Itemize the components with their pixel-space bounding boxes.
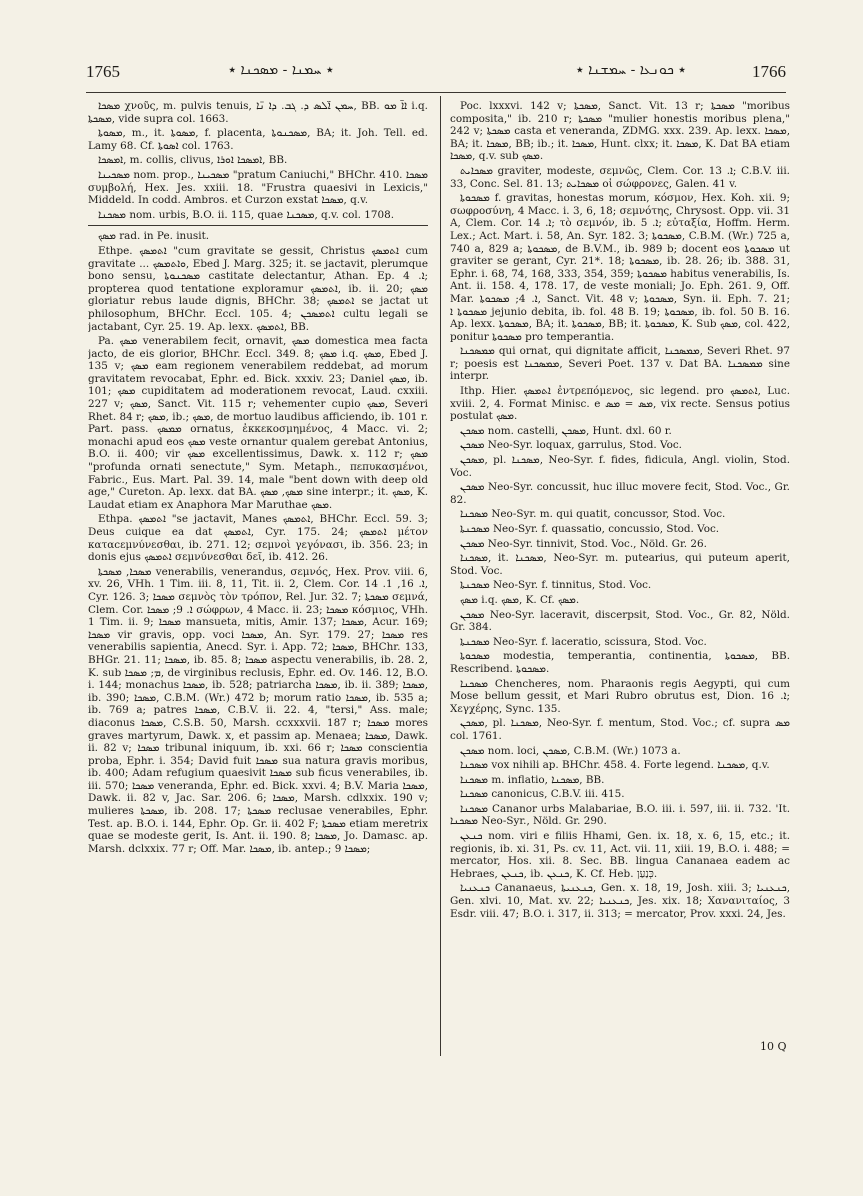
dictionary-entry: ܡܣܟܘܬܐ modestia, temperantia, continentia, ܡܣܟܘܬܐ, BB. Rescribend. ܡܣܟܘܬܐ. bbox=[450, 650, 790, 675]
page-number-left: 1765 bbox=[86, 62, 120, 81]
column-divider bbox=[440, 96, 441, 1056]
dictionary-entry: ܡܣܟܢܬܐ Neo-Syr. f. laceratio, scissura, Stod. Voc. bbox=[460, 635, 707, 648]
dictionary-entry: ܡܣܟܢܐ Chencheres, nom. Pharaonis regis Aegypti, qui cum Mose bellum gessit, et Mari Rubro obrutus est, Dion. ܐ. 16; Χεγχέρης, Sync. 135. bbox=[450, 677, 790, 715]
dictionary-entry: ܡܣܟܢܐ nom. urbis, B.O. ii. 115, quae ܡܣܟܢܐ, q.v. col. 1708. bbox=[98, 208, 395, 221]
dictionary-entry: Ethpa. ܐܬܡܣܟ "se jactavit, Manes ܐܬܡܣܟ, BHChr. Eccl. 59. 3; Deus cuique ea dat ܐܬܡܣܟ, Cyr. 175. 24; ܐܬܡܣܟ μέτον καταcεμνύνεσθαι, ib. 271. 12; σεμνοὶ γεγόνασι, ib. 356. 23; in donis ejus ܐܬܡܣܟ σεμνύνεσθαι δεῖ, ib. 412. 26. bbox=[88, 513, 428, 564]
page-header bbox=[86, 52, 786, 86]
dictionary-entry: ܡܣܟܢ Neo-Syr. concussit, huc illuc movere fecit, Stod. Voc., Gr. 82. bbox=[450, 481, 790, 506]
dictionary-entry: ܡܣܟܢܐ Cananor urbs Malabariae, B.O. iii. i. 597, iii. ii. 732. 'It. ܡܣܟܢܐ Neo-Syr., Nöld. Gr. 290. bbox=[450, 802, 790, 828]
dictionary-entry: ܡܣܟܢ Neo-Syr. tinnivit, Stod. Voc., Nöld. Gr. 26. bbox=[460, 537, 707, 550]
dictionary-entry: ܡܣܟܐ, ܡܣܟܬܐ venerabilis, venerandus, σεμνός, Hex. Prov. viii. 6, xv. 26, VHh. 1 Tim. iii. 8, 11, Tit. ii. 2, Clem. Cor. ܐ. 16, 1. 14, Cyr. 126. 3; ܡܣܟܐ σεμνὸς τὸν τρόπον, Rel. Jur. 32. 7; ܡܣܟܬܐ σεμνά, Clem. Cor. ܐ. 9; ܡܣܟܐ σώφρων, 4 Macc. ii. 23; ܡܣܟܐ κόσμιος, VHh. 1 Tim. ii. 9; ܡܣܟܐ mansueta, mitis, Amir. 137; ܡܣܟܐ, Acur. 169; ܡܣܟܐ vir gravis, opp. voci ܡܣܟܐ, An. Syr. 179. 27; ܡܣܟܐ res venerabilis sapientia, Anecd. Syr. i. App. 72; ܡܣܟܐ, BHChr. 133, BHGr. 21. 11; ܡܣܟܐ, ib. 85. 8; ܡܣܟܐ aspectu venerabilis, ib. 28. 2, K. sub ܡ; ܡܣܟܐ, de virginibus reclusis, Ephr. ed. Ov. 146. 12, B.O. i. 144; monachus ܡܣܟܐ, ib. 528; patriarcha ܡܣܟܐ, ib. ii. 389; ܡܣܟܐ, ib. 390; ܡܣܟܐ, C.B.M. (Wr.) 472 b; morum ratio ܡܣܟܐ, ib. 535 a; ib. 769 a; patres ܡܣܟܐ, C.B.V. ii. 22. 4, "tersi," Ass. male; diaconus ܡܣܟܐ, C.S.B. 50, Marsh. ccxxxvii. 187 r; ܡܣܟܐ mores graves martyrum, Dawk. x, et passim ap. Menaea; ܡܣܟܐ, Dawk. ii. 82 v; ܡܣܟܐ tribunal iniquum, ib. xxi. 66 r; ܡܣܟܐ conscientia proba, Ephr. i. 354; David fuit ܡܣܟܐ sua natura gravis moribus, ib. 400; Adam refugium quaesivit ܡܣܟܐ sub ficus venerabiles, ib. iii. 570; ܡܣܟܐ veneranda, Ephr. ed. Bick. xxvi. 4; B.V. Maria ܡܣܟܐ, Dawk. ii. 82 v, Jac. Sar. 206. 6; ܡܣܟܐ, Marsh. cdlxxix. 190 v; mulieres ܡܣܟܬܐ, ib. 208. 17; ܡܣܟܬܐ reclusae venerabiles, Ephr. Test. ap. B.O. i. 144, Ephr. Op. Gr. ii. 402 F; ܡܣܟܬܐ etiam meretrix quae se modeste gerit, Is. Ant. ii. 190. 8; ܡܣܟܐ, Jo. Damasc. ap. Marsh. dclxxix. 77 r; Off. Mar. ܡܣܟܐ, ib. antep.; ܡܣܟܐ 9; bbox=[88, 565, 428, 855]
left-column bbox=[88, 100, 428, 1060]
dictionary-entry: ܡܣܟܐܝܬ graviter, modeste, σεμνῶς, Clem. Cor. ܐ. 13; C.B.V. iii. 33, Conc. Sel. 81. 13; ܡܣܟܐܝܬ οἱ σώφρονες, Galen. 41 v. bbox=[450, 164, 790, 190]
dictionary-entry: ܡܣܟ rad. in Pe. inusit. bbox=[88, 225, 428, 243]
dictionary-entry: ܟܢܥܢܝܐ Cananaeus, ܟܢܥܢܝܬܐ, Gen. x. 18, 19, Josh. xiii. 3; ܟܢܥܢܝܐ, Gen. xlvi. 10, Mat. xv. 22; ܟܢܥܢܝܐ, Jes. xix. 18; Χανανιταίος, 3 Esdr. viii. 47; B.O. i. 317, ii. 313; = mercator, Prov. xxxi. 24, Jes. bbox=[450, 882, 790, 920]
header-rule bbox=[86, 92, 786, 93]
dictionary-entry: ܡܣܟܢܐ vox nihili ap. BHChr. 458. 4. Forte legend. ܡܣܟܢܐ, q.v. bbox=[460, 759, 770, 772]
dictionary-entry: Ethpe. ܐܬܡܣܟ "cum gravitate se gessit, Christus ܐܬܡܣܟ cum gravitate ... ܘܐܬܡܣܟ, Ebed J. Marg. 325; it. se jactavit, plerumque bono sensu, ܡܣܟܢܘܬܐ castitate delectantur, Athan. Ep. ܐ. 4; propterea quod tentatione exploramur ܐܬܡܣܟ, ib. ii. 20; ܡܣܟ gloriatur rebus laude dignis, BHChr. 38; ܐܬܡܣܟ se jactat ut philosophum, BHChr. Eccl. 105. 4; ܐܬܡܣܟܢ cultu legali se jactabant, Cyr. 25. 19. Ap. lexx. ܐܬܡܣܟ, BB. bbox=[88, 244, 428, 333]
dictionary-entry: ܡܣܟܝܢܐ nom. prop., ܡܣܟܝܢܐ "pratum Caniuchi," BHChr. 410. ܡܣܟܐ συμβολή, Hex. Jes. xxiii. 18. "Frustra quaesivi in Lexicis," Middeld. In codd. Ambros. et Curzon exstat ܡܣܟܐ, q.v. bbox=[88, 168, 428, 207]
running-head-left: ٭ ܚܡܢܐ - ܡܣܟܢܐ ٭ bbox=[228, 62, 334, 78]
dictionary-entry: ܡܣܟܢܐ, it. ܡܣܟܢܐ, Neo-Syr. m. putearius, qui puteum aperit, Stod. Voc. bbox=[450, 552, 790, 577]
dictionary-entry: ܡܣܟܢܬܐ Neo-Syr. f. quassatio, concussio, Stod. Voc. bbox=[460, 523, 720, 535]
dictionary-entry: ܡܡܣܟܢܐ qui ornat, qui dignitate afficit, ܡܡܣܟܢܐ, Severi Rhet. 97 r; poesis est ܡܡܣܟܢܐ, Severi Poet. 137 v. Dat BA. ܡܡܣܟܢܐ sine interpr. bbox=[450, 345, 790, 383]
dictionary-entry: ܡܣܟܢ, pl. ܡܣܟܢܐ, Neo-Syr. f. fides, fidicula, Angl. violin, Stod. Voc. bbox=[450, 454, 790, 479]
dictionary-entry: ܡܣܘܬܐ, m., it. ܡܣܘܬܐ, f. placenta, ܡܣܟܢܘܬܐ, BA; it. Joh. Tell. ed. Lamy 68. Cf. ܐܣܘܬܐ col. 1763. bbox=[88, 127, 428, 152]
signature-mark: 10 Q bbox=[760, 1040, 787, 1053]
dictionary-entry: ܡܣܟܢ, pl. ܡܣܟܢܐ, Neo-Syr. f. mentum, Stod. Voc.; cf. supra ܡܣ col. 1761. bbox=[450, 717, 790, 742]
dictionary-entry: ܡܣܟܢܐ m. inflatio, ܡܣܟܢܐ, BB. bbox=[460, 773, 605, 786]
dictionary-entry: Pa. ܡܣܟ venerabilem fecit, ornavit, ܡܣܟ domestica mea facta jacto, de eis glorior, BHChr. Eccl. 349. 8; ܡܣܟ i.q. ܡܣܟ, Ebed J. 135 v; ܡܣܟ eam regionem venerabilem reddebat, ad morum gravitatem revocabat, Ephr. ed. Bick. xxxiv. 23; Daniel ܡܣܟ, ib. 101; ܡܣܟ cupiditatem ad moderationem revocat, Laud. cxxiii. 227 v; ܡܣܟ, Sanct. Vit. 115 r; vehementer cupio ܡܣܟ, Severi Rhet. 84 r; ܡܣܟ, ib.; ܡܣܟ, de mortuo laudibus afficiendo, ib. 101 r. Part. pass. ܡܡܣܟ ornatus, ἐκκεκοσμημένος, 4 Macc. vi. 2; monachi apud eos ܡܣܟ veste ornantur qualem gerebat Antonius, B.O. ii. 400; vir ܡܣܟ excellentissimus, Dawk. x. 112 r; ܡܣܟ "profunda ornati senectute," Sym. Metaph., πεπυκασμένοι, Fabric., Eus. Mart. Pal. 39. 14, male "bent down with deep old age," Cureton. Ap. lexx. dat BA. ܡܣܟ, ܡܣܟ sine interpr.; it. ܡܣܟ, K. Laudat etiam ex Anaphora Mar Maruthae ܡܣܟ. bbox=[88, 335, 428, 511]
dictionary-entry: ܡܣܟܘܬܐ f. gravitas, honestas morum, κόσμον, Hex. Koh. xii. 9; σωφροσύνη, 4 Macc. i. 3, 6, 18; σεμνότης, Chrysost. Opp. vii. 31 A, Clem. Cor. ܐ. 14; τὸ σεμνόν, ib. ܐ. 5; εὐταξία, Hoffm. Herm. Lex.; Act. Mart. i. 58, An. Syr. 182. 3; ܡܣܟܘܬܐ, C.B.M. (Wr.) 725 a, 740 a, 829 a; ܡܣܟܘܬܐ, de B.V.M., ib. 989 b; docent eos ܡܣܟܘܬܐ ut graviter se gerant, Cyr. 21*. 18; ܡܣܟܘܬܐ, ib. 28. 26; ib. 388. 31, Ephr. i. 68, 74, 168, 333, 354, 359; ܡܣܟܘܬܐ habitus venerabilis, Is. Ant. ii. 158. 4, 178. 17, de veste moniali; Jo. Eph. 261. 9, Off. Mar. ܐ. 4; ܡܣܟܘܬܐ, Sanct. Vit. 48 v; ܡܣܟܘܬܐ, Syn. ii. Eph. 7. 21; ܡܣܟܘܬܐ ܐ jejunio debita, ib. fol. 48 B. 19; ܡܣܟܘܬܐ, ib. fol. 50 B. 16. Ap. lexx. ܡܣܟܘܬܐ, BA; it. ܡܣܟܘܬܐ, BB; it. ܡܣܟܘܬܐ, K. Sub ܡܣܟ, col. 422, ponitur ܡܣܟܘܬܐ pro temperantia. bbox=[450, 192, 790, 343]
dictionary-entry: ܟܢܥܢ nom. viri e filiis Hhami, Gen. ix. 18, x. 6, 15, etc.; it. regionis, ib. xi. 31, Ps. cv. 11, Act. vii. 11, xiii. 19, B.O. i. 488; = mercator, Hos. xii. 8. Sec. BB. lingua Cananaea eadem ac Hebraes, ܟܢܥܢ, ib. ܟܢܥܢ, K. Cf. Heb. כְּנַעַן. bbox=[450, 830, 790, 880]
dictionary-entry: Ithp. Hier. ܐܬܡܣܟ ἐντρεπόμενος, sic legend. pro ܐܬܡܣܟ, Luc. xviii. 2, 4. Format Minisc. e ܡܣ = ܡܣ, vix recte. Sensus potius postulat ܡܣܟ. bbox=[450, 385, 790, 423]
dictionary-entry: ܡܣܟܢܬܐ Neo-Syr. f. tinnitus, Stod. Voc. bbox=[460, 579, 652, 592]
dictionary-entry: ܡܣܟ i.q. ܡܣܟ, K. Cf. ܡܣܟ. bbox=[460, 593, 580, 606]
dictionary-entry: ܡܣܟܢ Neo-Syr. laceravit, discerpsit, Stod. Voc., Gr. 82, Nöld. Gr. 384. bbox=[450, 608, 790, 634]
dictionary-entry: ܡܣܟܐ χνοῦς, m. pulvis tenuis, ܚܡܢ ܐ̈ܠܣ ܕ. ܓܒ. ܕܐ ܢ̈ܐ, BB. ܐܐ̈ ܡܘ i.q. ܡܣܟܬܐ, vide supra col. 1663. bbox=[88, 100, 428, 125]
dictionary-entry: ܡܣܟܢ nom. castelli, ܡܣܟܢ, Hunt. dxl. 60 r. bbox=[460, 424, 672, 437]
running-head-right: ٭ ܟܘܢܥܐ - ܚܡܫܢܐ ٭ bbox=[576, 62, 686, 78]
page-number-right: 1766 bbox=[752, 62, 786, 81]
dictionary-entry: ܐܡܣܟܐ, m. collis, clivus, ܐܡܣܟܐ ܐܘܪܐ, BB. bbox=[98, 154, 288, 167]
dictionary-entry: ܡܣܟܢܐ canonicus, C.B.V. iii. 415. bbox=[460, 788, 625, 801]
right-column bbox=[450, 100, 790, 1060]
dictionary-entry: ܡܣܟܢܐ Neo-Syr. m. qui quatit, concussor, Stod. Voc. bbox=[460, 508, 726, 521]
dictionary-entry: ܡܣܟܢ nom. loci, ܡܣܟܢ, C.B.M. (Wr.) 1073 a. bbox=[460, 744, 681, 757]
dictionary-entry: Poc. lxxxvi. 142 v; ܡܣܟܬܐ, Sanct. Vit. 13 r; ܡܣܟܬܐ "moribus composita," ib. 210 r; ܡܣܟܬܐ "mulier honestis moribus plena," 242 v; ܡܣܟܬܐ casta et veneranda, ZDMG. xxx. 239. Ap. lexx. ܡܣܟܐ, BA; it. ܡܣܟܐ, BB; ib.; it. ܡܣܟܐ, Hunt. clxx; it. ܡܣܟܐ, K. Dat BA etiam ܡܣܟܐ, q.v. sub ܡܣܟ. bbox=[450, 100, 790, 163]
dictionary-entry: ܡܣܟܢ Neo-Syr. loquax, garrulus, Stod. Voc. bbox=[460, 439, 682, 452]
